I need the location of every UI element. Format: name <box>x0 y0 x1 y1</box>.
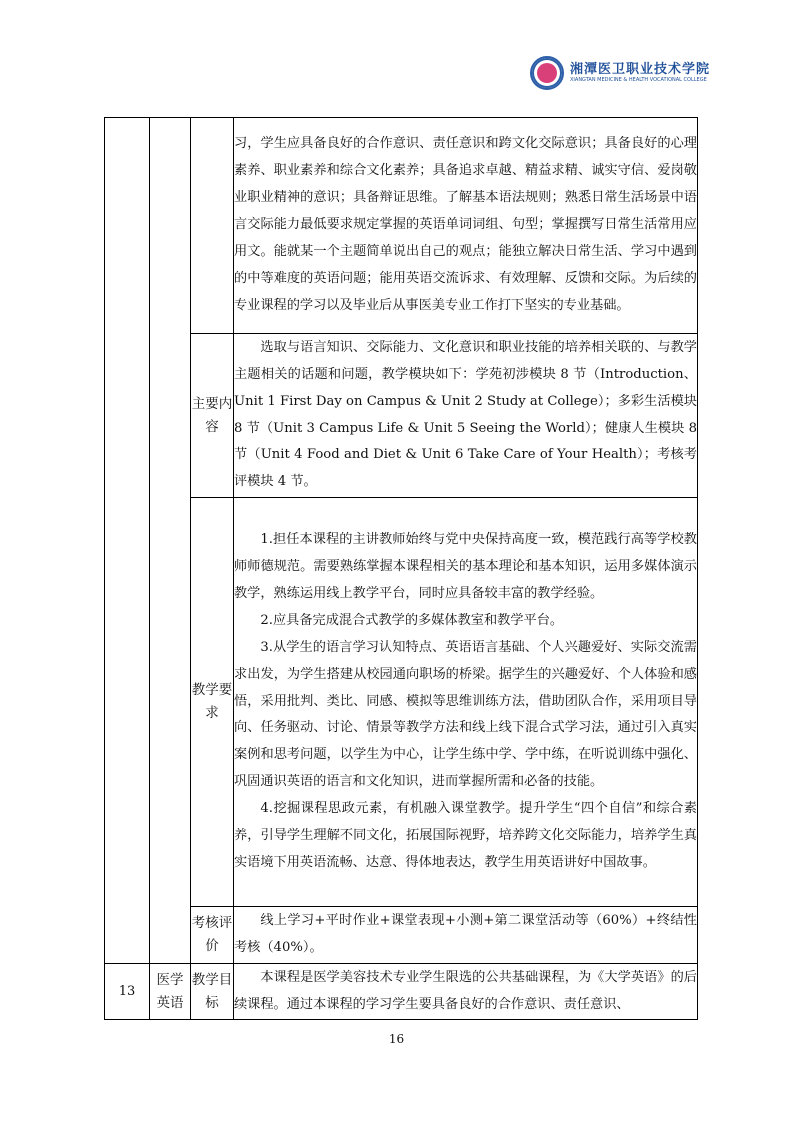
course-name: 医学英语 <box>150 964 191 1020</box>
logo-text-cn: 湘潭医卫职业技术学院 <box>570 61 711 77</box>
course-number: 13 <box>105 964 150 1020</box>
table-row <box>105 907 698 964</box>
course-number-cell <box>105 118 150 964</box>
teaching-goal-text: 本课程是医学美容技术专业学生限选的公共基础课程，为《大学英语》的后续课程。通过本课程的学习学生要具备良好的合作意识、责任意识、 <box>234 964 698 1020</box>
assessment-label: 考核评价 <box>191 907 234 964</box>
table-row <box>105 334 698 498</box>
goal-label-cell <box>191 118 234 334</box>
college-logo <box>530 56 710 90</box>
teaching-req-text: 1.担任本课程的主讲教师始终与党中央保持高度一致，模范践行高等学校教师师德规范。需要熟练掌握本课程相关的基本理论和基本知识，运用多媒体演示教学，熟练运用线上教学平台，同时应具备较丰富的教学经验。 2.应具备完成混合式教学的多媒体教室和教学平台。 3.从学生的语言学习认知特点、英语语言基础、个人兴趣爱好、实际交流需求出发，为学生搭建从校园通向职场的桥梁。据学生的兴趣爱好、个人体验和感悟，采用批判、类比、同感、模拟等思维训练方法，借助团队合作，采用项目导向、任务驱动、讨论、情景等教学方法和线上线下混合式学习法，通过引入真实案例和思考问题，以学生为中心，让学生练中学、学中练，在听说训练中强化、巩固通识英语的语言和文化知识，进而掌握所需和必备的技能。 4.挖掘课程思政元素，有机融入课堂教学。提升学生“四个自信”和综合素养，引导学生理解不同文化，拓展国际视野，培养跨文化交际能力，培养学生真实语境下用英语流畅、达意、得体地表达，教学生用英语讲好中国故事。 <box>234 498 698 907</box>
main-content-label: 主要内容 <box>191 334 234 498</box>
main-content-text: 选取与语言知识、交际能力、文化意识和职业技能的培养相关联的、与教学主题相关的话题和问题，教学模块如下：学苑初涉模块 8 节（Introduction、Unit 1 First Day on Campus & Unit 2 Study at College）；多彩生活模块 8 节（Unit 3 Campus Life & Unit 5 Seeing the World）；健康人生模块 8 节（Unit 4 Food and Diet & Unit 6 Take Care of Your Health）；考核考评模块 4 节。 <box>234 334 698 498</box>
teaching-req-label: 教学要求 <box>191 498 234 907</box>
goal-continued-cell: 习，学生应具备良好的合作意识、责任意识和跨文化交际意识；具备良好的心理素养、职业素养和综合文化素养；具备追求卓越、精益求精、诚实守信、爱岗敬业职业精神的意识；具备辩证思维。了解基本语法规则；熟悉日常生活场景中语言交际能力最低要求规定掌握的英语单词词组、句型；掌握撰写日常生活常用应用文。能就某一个主题简单说出自己的观点；能独立解决日常生活、学习中遇到的中等难度的英语问题；能用英语交流诉求、有效理解、反馈和交际。为后续的专业课程的学习以及毕业后从事医美专业工作打下坚实的专业基础。 <box>234 118 698 334</box>
course-name-cell <box>150 118 191 964</box>
teaching-goal-label: 教学目标 <box>191 964 234 1020</box>
page-number: 16 <box>388 1032 405 1046</box>
table-row <box>105 118 698 334</box>
table-row <box>105 498 698 907</box>
logo-text-en: XIANGTAN MEDICINE & HEALTH VOCATIONAL COLLEGE <box>570 76 707 83</box>
course-table <box>104 117 698 1020</box>
college-emblem-icon <box>530 56 564 90</box>
table-row <box>105 964 698 1020</box>
assessment-text: 线上学习+平时作业+课堂表现+小测+第二课堂活动等（60%）+终结性考核（40%）。 <box>234 907 698 964</box>
